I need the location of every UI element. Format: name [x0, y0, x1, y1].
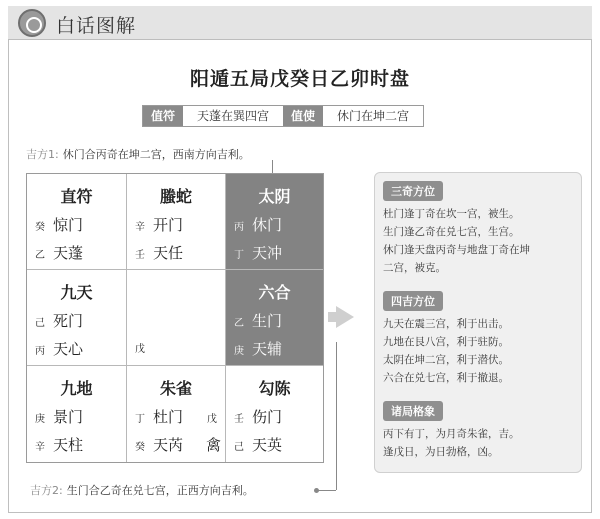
palace-qian6 — [226, 366, 323, 462]
text-line: 杜门逢丁奇在坎一宫，被生。 — [383, 208, 520, 220]
door-name: 休门 — [252, 216, 283, 234]
header-bar — [8, 6, 592, 40]
section-text — [383, 425, 575, 461]
god-name: 螣蛇 — [159, 187, 192, 206]
page-title: 阳遁五局戊癸日乙卯时盘 — [189, 68, 410, 90]
logo-icon — [18, 9, 46, 37]
door-name: 杜门 — [153, 408, 184, 426]
route-1-text: 休门合丙奇在坤二宫，西南方向吉利。 — [62, 148, 250, 161]
route-2 — [30, 482, 254, 498]
stem: 癸 — [35, 222, 45, 233]
text-line: 九天在震三宫，利于出击。 — [383, 318, 509, 330]
star-name: 天冲 — [252, 244, 283, 262]
palace-center5 — [127, 270, 226, 366]
section-text — [383, 315, 575, 387]
door-name: 伤门 — [252, 408, 283, 426]
section-title: 三奇方位 — [383, 181, 443, 201]
stem: 己 — [234, 442, 244, 453]
route-1 — [26, 146, 250, 162]
tag-label-zhifu: 值符 — [143, 106, 183, 126]
arrow-icon — [336, 306, 354, 328]
tag-value-zhifu: 天蓬在巽四宫 — [183, 106, 283, 126]
connector-line — [318, 490, 336, 491]
palace-gen8 — [27, 366, 127, 462]
text-line: 丙下有丁，为月奇朱雀，吉。 — [383, 428, 520, 440]
god-name: 九天 — [60, 283, 93, 302]
section-title: 诸局格象 — [383, 401, 443, 421]
text-line: 六合在兑七宫，利于撤退。 — [383, 372, 509, 384]
analysis-panel — [374, 172, 582, 473]
palace-dui7 — [226, 270, 323, 366]
stem: 戊 — [135, 344, 145, 355]
stem: 庚 — [234, 346, 244, 357]
connector-line — [272, 160, 273, 173]
stem: 癸 — [135, 442, 145, 453]
star-name: 天心 — [53, 340, 84, 358]
palace-grid — [26, 173, 324, 463]
door-name: 生门 — [252, 312, 283, 330]
stem: 丙 — [35, 346, 45, 357]
stem: 乙 — [35, 250, 45, 261]
palace-zhen3 — [27, 270, 127, 366]
door-name: 死门 — [53, 312, 84, 330]
stem: 壬 — [135, 250, 145, 261]
text-line: 生门逢乙奇在兑七宫，生宫。 — [383, 226, 520, 238]
stem-extra: 戊 — [207, 414, 217, 425]
palace-kun2 — [226, 174, 323, 270]
connector-line — [336, 342, 337, 490]
text-line: 逢戊日，为日勃格，凶。 — [383, 446, 499, 458]
stem: 乙 — [234, 318, 244, 329]
connector-dot — [314, 488, 319, 493]
door-name: 景门 — [53, 408, 84, 426]
route-2-label: 吉方2: — [30, 484, 63, 497]
text-line: 九地在艮八宫，利于驻防。 — [383, 336, 509, 348]
star-name: 天柱 — [53, 436, 84, 454]
star-name: 天辅 — [252, 340, 283, 358]
stem: 丁 — [135, 414, 145, 425]
stem: 辛 — [35, 442, 45, 453]
header-title: 白话图解 — [56, 15, 137, 37]
route-1-label: 吉方1: — [26, 148, 59, 161]
door-name: 惊门 — [53, 216, 84, 234]
god-name: 太阴 — [258, 187, 291, 206]
god-name: 勾陈 — [258, 379, 291, 398]
text-line: 二宫，被克。 — [383, 262, 446, 274]
god-name: 六合 — [258, 283, 291, 302]
star-name: 天英 — [252, 436, 283, 454]
text-line: 休门逢天盘丙奇与地盘丁奇在坤 — [383, 244, 530, 256]
star-name: 天蓬 — [53, 244, 84, 262]
palace-kan1 — [127, 366, 226, 462]
stem: 壬 — [234, 414, 244, 425]
text-line: 太阴在坤二宫，利于潜伏。 — [383, 354, 509, 366]
stem: 丙 — [234, 222, 244, 233]
stem: 辛 — [135, 222, 145, 233]
tag-label-zhishi: 值使 — [283, 106, 323, 126]
god-name: 九地 — [60, 379, 93, 398]
stem: 己 — [35, 318, 45, 329]
route-2-text: 生门合乙奇在兑七宫，正西方向吉利。 — [66, 484, 254, 497]
star-name: 天任 — [153, 244, 184, 262]
god-name: 直符 — [60, 187, 93, 206]
palace-xun4 — [27, 174, 127, 270]
palace-li9 — [127, 174, 226, 270]
god-name: 朱雀 — [159, 379, 192, 398]
stem: 庚 — [35, 414, 45, 425]
section-text — [383, 205, 575, 277]
star-extra: 禽 — [205, 436, 221, 454]
tag-value-zhishi: 休门在坤二宫 — [323, 106, 423, 126]
section-title: 四吉方位 — [383, 291, 443, 311]
star-name: 天芮 — [153, 436, 184, 454]
door-name: 开门 — [153, 216, 184, 234]
stem: 丁 — [234, 250, 244, 261]
tag-row — [142, 105, 424, 127]
